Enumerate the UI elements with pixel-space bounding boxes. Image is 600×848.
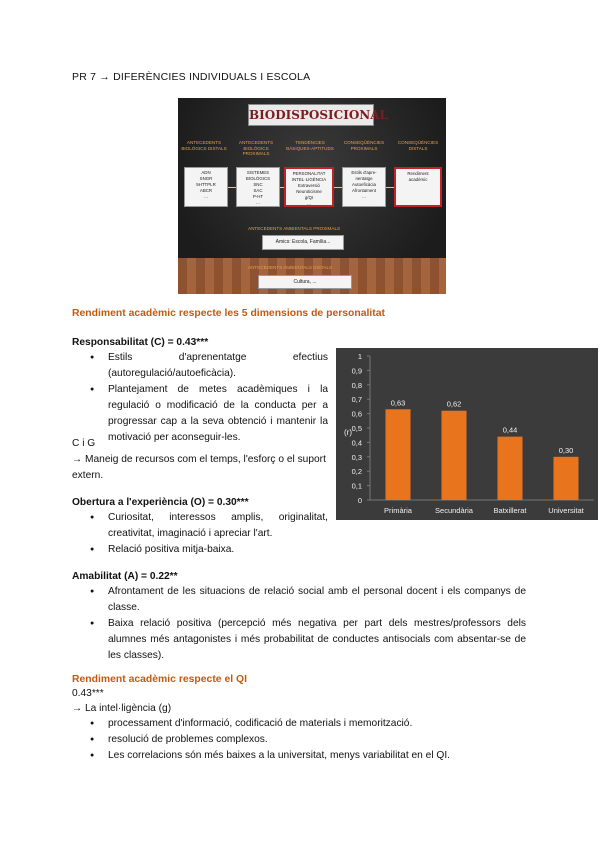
- y-tick-label: 0,5: [351, 424, 362, 433]
- obertura-heading: Obertura a l'experiència (O) = 0.30***: [72, 497, 249, 508]
- data-label: 0,62: [446, 399, 462, 409]
- qi-bullets: [90, 716, 530, 764]
- arrow: [334, 187, 342, 188]
- list-item: ● resolució de problemes complexos.: [90, 732, 530, 748]
- x-tick-label: Batxillerat: [493, 506, 527, 515]
- list-item: ● Baixa relació positiva (percepció més negativa per part dels mestres/professors dels alumnes més antagonistes i més probabilitat de conductes antisocials com absentar-se de les classes).: [90, 616, 526, 664]
- y-tick-label: 0,3: [351, 452, 362, 462]
- responsabilitat-heading: Responsabilitat (C) = 0.43***: [72, 337, 209, 348]
- list-item: ● Relació positiva mitja-baixa.: [90, 542, 328, 558]
- section-title: Rendiment acadèmic respecte el QI: [72, 674, 247, 685]
- arrow: [280, 187, 284, 188]
- list-item: ● Plantejament de metes acadèmiques i la regulació o modificació de la conducta per a progressar cap a la seva obtenció i mantenir la motivació per aconseguir-les.: [90, 382, 328, 446]
- y-tick-label: 0,4: [351, 438, 362, 448]
- y-tick-label: 1: [357, 352, 362, 361]
- x-tick-label: Secundària: [435, 506, 473, 515]
- list-item: ● Afrontament de les situacions de relació social amb el personal docent i els companys de classe.: [90, 584, 526, 616]
- diagram-col-head: TENDÈNCIES BÀSIQUES-APTITUDS: [286, 140, 334, 151]
- diagram-col-head: CONSEQÜÈNCIES PROXIMALS: [343, 140, 385, 151]
- diagram-amb-distals-box: Cultura, ...: [258, 275, 352, 289]
- biodispositional-diagram: [178, 98, 446, 294]
- diagram-box-highlight: PERSONALITAT INTEL·LIGÈNCIA Extraversió Neuroticisme g/QI ...: [284, 167, 334, 207]
- y-tick-label: 0,2: [351, 467, 362, 477]
- obertura-bullets: [90, 510, 328, 558]
- amabilitat-bullets: [90, 584, 526, 664]
- chart-svg: [336, 348, 598, 520]
- list-item: ● Estils d'aprenentatge efectius (autoregulació/autoeficàcia).: [90, 350, 328, 382]
- diagram-amb-proximals-box: Amics: Escola, Família...: [262, 235, 344, 250]
- data-label: 0,63: [390, 398, 406, 408]
- diagram-box: SISTEMES BIOLÒGICS SNC SAC P-HT ...: [236, 167, 280, 207]
- x-tick-label: Universitat: [548, 506, 584, 515]
- y-tick-label: 0,7: [351, 395, 362, 405]
- data-label: 0,30: [558, 445, 574, 455]
- x-tick-label: Primària: [384, 506, 412, 515]
- qi-arrow-text: → La intel·ligència (g): [72, 703, 172, 714]
- y-tick-label: 0,6: [351, 409, 362, 419]
- amabilitat-heading: Amabilitat (A) = 0.22**: [72, 571, 178, 582]
- diagram-col-head: ANTECEDENTS BIOLÒGICS DISTALS: [181, 140, 227, 151]
- diagram-col-head: ANTECEDENTS BIOLÒGICS PROXIMALS: [238, 140, 274, 156]
- list-item: ● Curiositat, interessos amplis, originalitat, creativitat, imaginació i apreciar l'art.: [90, 510, 328, 542]
- diagram-amb-distals-label: ANTECEDENTS AMBIENTALS DISTALS: [248, 265, 333, 270]
- diagram-amb-proximals-label: ANTECEDENTS AMBIENTALS PROXIMALS: [248, 226, 341, 231]
- diagram-title: BIODISPOSICIONAL: [248, 104, 374, 126]
- ci-label: C i G: [72, 438, 96, 449]
- diagram-box-highlight: Rendiment acadèmic: [394, 167, 442, 207]
- y-tick-label: 0,9: [351, 366, 362, 376]
- responsabilitat-bullets: [90, 350, 328, 446]
- diagram-box: Estils d'apre- nentatge Autoeficàcia Afrontament ...: [342, 167, 386, 207]
- ci-text: → Maneig de recursos com el temps, l'esforç o el suport extern.: [72, 454, 326, 481]
- y-axis-label: (r): [344, 428, 352, 438]
- list-item: ● processament d'informació, codificació de materials i memorització.: [90, 716, 530, 732]
- arrow: [386, 187, 394, 188]
- bar: [554, 457, 579, 500]
- data-label: 0,44: [502, 425, 518, 435]
- bar: [386, 409, 411, 500]
- list-item: ● Les correlacions són més baixes a la universitat, menys variabilitat en el QI.: [90, 748, 530, 764]
- qi-value: 0.43***: [72, 688, 104, 699]
- y-tick-label: 0,1: [351, 481, 362, 491]
- page-title: PR 7 → DIFERÈNCIES INDIVIDUALS I ESCOLA: [72, 71, 311, 83]
- bar: [498, 437, 523, 500]
- section-title: Rendiment acadèmic respecte les 5 dimensions de personalitat: [72, 308, 385, 319]
- diagram-box: ADN SNGR 5HTTPLR ABCR ...: [184, 167, 228, 207]
- bar: [442, 411, 467, 500]
- y-tick-label: 0,8: [351, 380, 362, 390]
- y-tick-label: 0: [357, 496, 362, 505]
- diagram-col-head: CONSEQÜÈNCIES DISTALS: [397, 140, 439, 151]
- arrow: [228, 187, 236, 188]
- performance-bar-chart: [336, 348, 598, 520]
